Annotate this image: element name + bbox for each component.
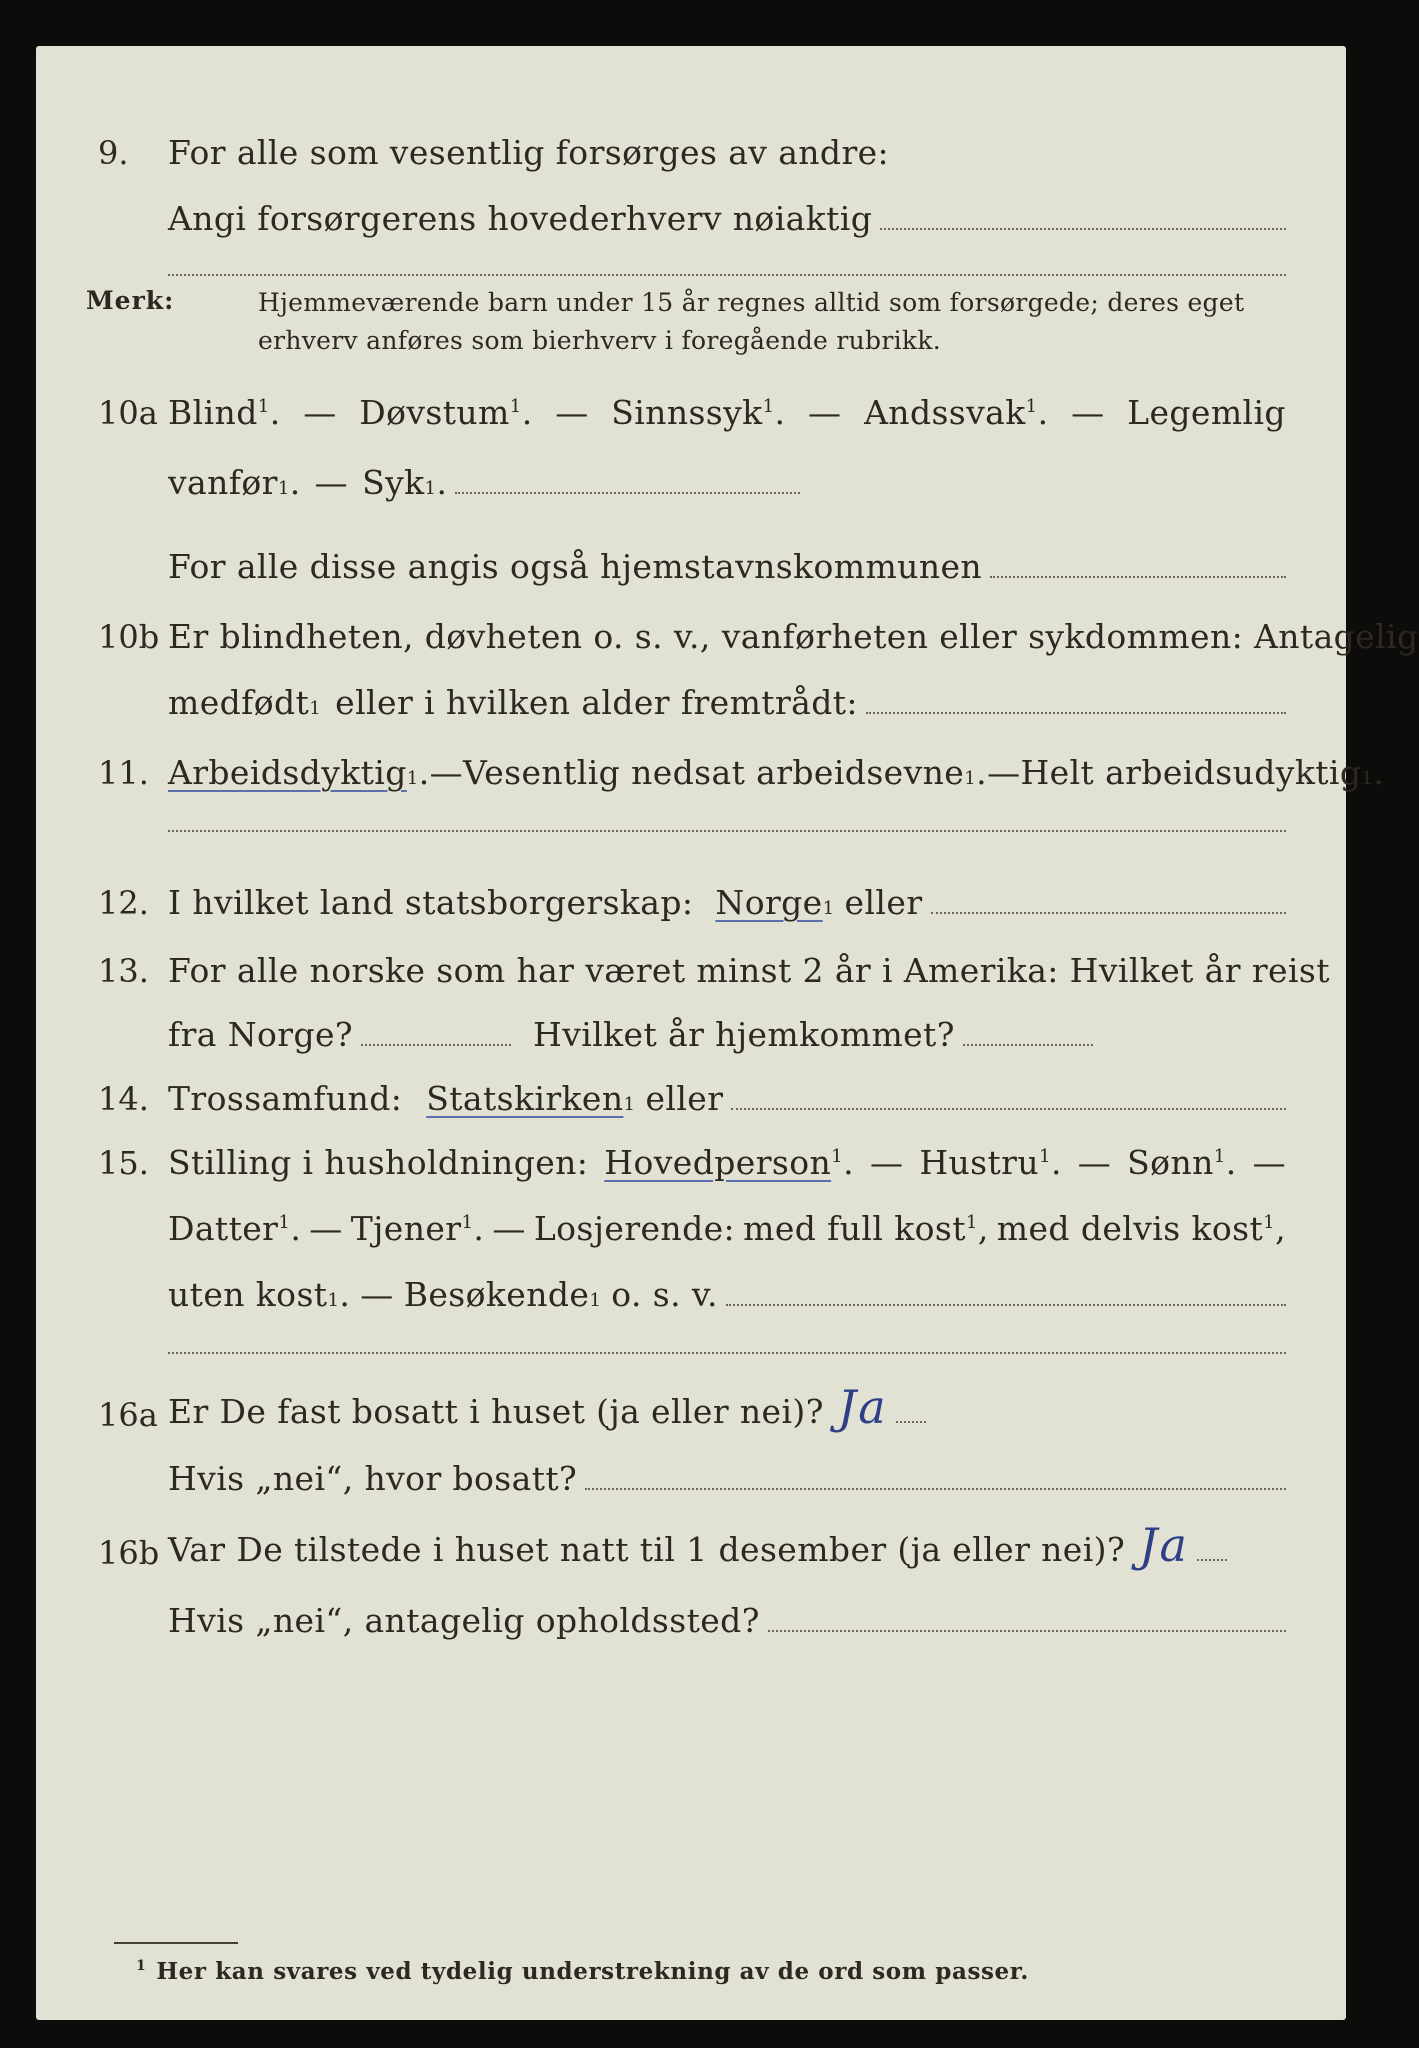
q10b-text-2: eller i hvilken alder fremtrådt:	[335, 683, 858, 722]
option-uten-kost[interactable]: uten kost	[168, 1275, 328, 1314]
option-med-delvis-kost[interactable]: med delvis kost	[996, 1209, 1264, 1248]
footnote-rule	[114, 1942, 238, 1944]
reist-aar-field[interactable]	[361, 1044, 511, 1046]
footnote-mark: 1	[136, 1958, 147, 1975]
q16b-line-1	[36, 1518, 1346, 1578]
statsborgerskap-field[interactable]	[931, 912, 1287, 914]
q16a-text-1: Er De fast bosatt i huset (ja eller nei)?	[168, 1392, 824, 1431]
q9-text-1: For alle som vesentlig forsørges av andre:	[168, 133, 890, 172]
q10a-line-3	[36, 540, 1346, 592]
q9-line-2	[36, 192, 1346, 244]
q14-line: 14. Trossamfund: Statskirken 1 eller	[36, 1072, 1346, 1124]
q9-answer-field[interactable]	[880, 228, 1286, 230]
q14-label: Trossamfund:	[168, 1079, 403, 1118]
q12-line: 12. I hvilket land statsborgerskap: Norge 1 eller	[36, 876, 1346, 928]
q16b-handwritten-answer[interactable]: Ja	[1139, 1518, 1189, 1572]
q9-line-1	[36, 126, 1346, 178]
hjemkommet-aar-field[interactable]	[963, 1044, 1093, 1046]
q16b-text-1: Var De tilstede i huset natt til 1 desember (ja eller nei)?	[168, 1530, 1126, 1569]
option-syk[interactable]: Syk	[362, 463, 425, 502]
q10a-number: 10a	[98, 394, 158, 432]
q16a-line-1	[36, 1380, 1346, 1440]
q13-line-2	[36, 1008, 1346, 1060]
option-medfodt[interactable]: medfødt	[168, 683, 310, 722]
q10a-line-1: 10a Blind$^1$. — Døvstum$^1$. — Sinnssyk$^1$. — Andssvak$^1$. — Legemlig	[98, 393, 1286, 432]
q12-number: 12.	[98, 884, 149, 922]
q15-rule	[168, 1352, 1286, 1354]
q13-fra-norge: fra Norge?	[168, 1015, 354, 1054]
q9-text-2: Angi forsørgerens hovederhverv nøiaktig	[168, 199, 873, 238]
q10b-answer-field[interactable]	[866, 712, 1286, 714]
q15-line-1: 15. Stilling i husholdningen: Hovedperson$^1$. — Hustru$^1$. — Sønn$^1$. —	[98, 1143, 1286, 1182]
q11-line: 11. Arbeidsdyktig 1 . — Vesentlig nedsat arbeidsevne 1 . — Helt arbeidsudyktig 1 .	[98, 753, 1385, 792]
option-nedsat-arbeidsevne[interactable]: Vesentlig nedsat arbeidsevne	[463, 753, 965, 792]
q10b-line-2: medfødt 1 eller i hvilken alder fremtrådt:	[36, 676, 1346, 728]
option-hustru[interactable]: Hustru	[919, 1143, 1039, 1182]
footnote	[136, 1958, 1029, 1985]
merk-label: Merk:	[86, 286, 175, 315]
q10a-line-2: vanfør 1 . — Syk 1 .	[36, 456, 1346, 508]
q15-line-3: uten kost 1 . — Besøkende 1 o. s. v.	[36, 1268, 1346, 1320]
option-legemlig[interactable]: Legemlig	[1127, 393, 1286, 432]
q13-text-1: For alle norske som har været minst 2 år i Amerika: Hvilket år reist	[168, 951, 1330, 990]
q10b-line-1	[36, 610, 1419, 662]
q9-number: 9.	[98, 134, 129, 172]
option-arbeidsdyktig[interactable]: Arbeidsdyktig	[168, 753, 407, 792]
option-statskirken[interactable]: Statskirken	[426, 1079, 624, 1118]
q13-number: 13.	[98, 952, 149, 990]
q10b-number: 10b	[98, 618, 160, 656]
q15-number: 15.	[98, 1144, 149, 1182]
option-besokende[interactable]: Besøkende	[403, 1275, 590, 1314]
option-norge[interactable]: Norge	[715, 883, 823, 922]
bosatt-field[interactable]	[585, 1488, 1286, 1490]
q16b-number: 16b	[98, 1534, 160, 1572]
q13-hjemkommet: Hvilket år hjemkommet?	[533, 1015, 955, 1054]
stilling-field[interactable]	[726, 1304, 1286, 1306]
q16a-number: 16a	[98, 1396, 158, 1434]
q16a-handwritten-answer[interactable]: Ja	[837, 1380, 888, 1434]
option-tjener[interactable]: Tjener	[350, 1209, 462, 1248]
q10b-text-1: Er blindheten, døvheten o. s. v., vanførheten eller sykdommen: Antagelig	[168, 617, 1419, 656]
census-form-page	[36, 46, 1419, 2020]
q12-eller: eller	[844, 883, 923, 922]
q14-number: 14.	[98, 1080, 149, 1118]
trossamfund-field[interactable]	[731, 1108, 1286, 1110]
q16b-text-2: Hvis „nei“, antagelig opholdssted?	[168, 1601, 760, 1640]
footnote-text: Her kan svares ved tydelig understrekning av de ord som passer.	[156, 1958, 1029, 1985]
q15-label: Stilling i husholdningen:	[168, 1143, 589, 1182]
option-dovstum[interactable]: Døvstum	[359, 393, 510, 432]
opholdssted-field[interactable]	[768, 1630, 1286, 1632]
q15-line-2: Datter$^1$. — Tjener$^1$. — Losjerende: med full kost$^1$, med delvis kost$^1$,	[168, 1209, 1286, 1248]
option-andssvak[interactable]: Andssvak	[864, 393, 1026, 432]
q9-answer-line-2[interactable]	[168, 274, 1286, 276]
option-vanfor[interactable]: vanfør	[168, 463, 278, 502]
option-med-full-kost[interactable]: med full kost	[743, 1209, 966, 1248]
merk-text: Hjemmeværende barn under 15 år regnes alltid som forsørgede; deres eget erhverv anføres som bierhverv i foregående rubrikk.	[258, 288, 1245, 355]
option-sinnssyk[interactable]: Sinnssyk	[611, 393, 763, 432]
q11-rule	[168, 830, 1286, 832]
option-losjerende[interactable]: Losjerende:	[533, 1209, 736, 1248]
q13-line-1	[36, 944, 1346, 996]
q16b-answer-field[interactable]	[1197, 1559, 1227, 1561]
q16b-line-2	[36, 1594, 1346, 1646]
option-arbeidsudyktig[interactable]: Helt arbeidsudyktig	[1020, 753, 1362, 792]
q16a-text-2: Hvis „nei“, hvor bosatt?	[168, 1459, 578, 1498]
option-datter[interactable]: Datter	[168, 1209, 279, 1248]
q15-osv: o. s. v.	[611, 1275, 718, 1314]
q11-number: 11.	[98, 754, 149, 792]
option-blind[interactable]: Blind	[168, 393, 258, 432]
q10a-syk-field[interactable]	[455, 492, 800, 494]
q14-eller: eller	[645, 1079, 724, 1118]
q16a-answer-field[interactable]	[896, 1421, 926, 1423]
q12-label: I hvilket land statsborgerskap:	[168, 883, 694, 922]
q10a-text-3: For alle disse angis også hjemstavnskommunen	[168, 547, 983, 586]
q16a-line-2	[36, 1452, 1346, 1504]
option-hovedperson[interactable]: Hovedperson	[604, 1143, 832, 1182]
option-sonn[interactable]: Sønn	[1127, 1143, 1214, 1182]
hjemstavnskommune-field[interactable]	[990, 576, 1286, 578]
